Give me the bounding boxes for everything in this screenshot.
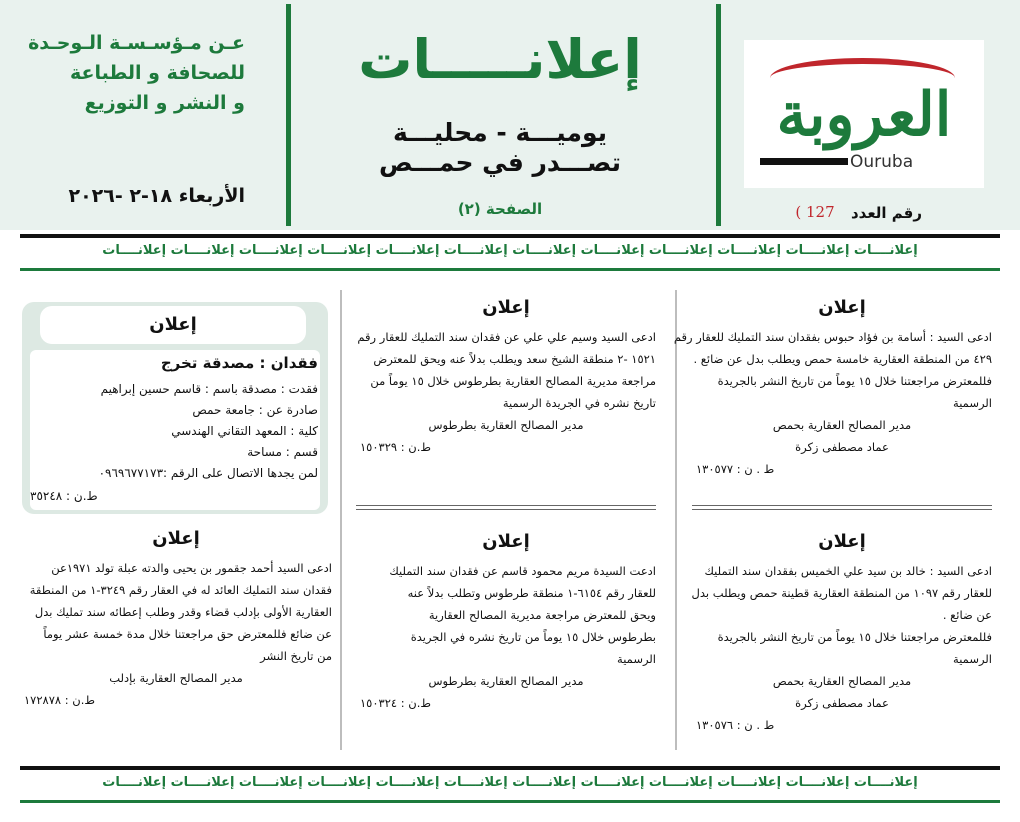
ad-4-signature: مدير المصالح العقارية بحمص [772, 674, 912, 688]
ad-3-lost-title: فقدان : مصدقة تخرج [160, 354, 318, 372]
page-number: الصفحة (٢) [457, 200, 543, 218]
issue-number: ( 127 [795, 203, 835, 221]
ad-2-line: مراجعة مديرية المصالح العقارية بطرطوس خلال ١٥ يوماً من [370, 374, 656, 388]
issue-label: رقم العدد [850, 204, 922, 222]
column-rule-left [340, 290, 342, 750]
ad-4-title: إعلان [818, 531, 866, 552]
ribbon-top-text: إعلانــــات إعلانــــات إعلانــــات إعلانــــات إعلانــــات إعلانــــات إعلانــــات إعلانــــات إعلانــــات إعلانــــات إعلانــــات إعلانــــات [102, 243, 918, 258]
ad-2-line: ١٥٢١ -٢ منطقة الشيخ سعد ويطلب بدلاً عنه ويحق للمعترض [373, 352, 656, 366]
ad-6-line: عن ضائع فللمعترض حق مراجعتنا خلال مدة خمسة عشر يوماً [43, 627, 332, 641]
ad-2 [356, 296, 656, 458]
ad-6-signature: مدير المصالح العقارية بإدلب [109, 671, 243, 685]
ad-5-line: ويحق للمعترض مراجعة مديرية المصالح العقارية [428, 608, 656, 622]
ribbon-top-rule [20, 234, 1000, 238]
ad-5-title: إعلان [482, 531, 530, 552]
ad-4-line: الرسمية [953, 652, 992, 666]
ribbon-top-green-rule [20, 268, 1000, 271]
ad-1-signature: مدير المصالح العقارية بحمص [772, 418, 912, 432]
subtitle-daily-local: يوميـــة - محليـــة [392, 118, 608, 147]
ad-1 [673, 296, 992, 480]
ad-1-line: فللمعترض مراجعتنا خلال ١٥ يوماً من تاريخ النشر بالجريدة [717, 374, 992, 388]
ad-2-signature: مدير المصالح العقارية بطرطوس [428, 418, 584, 432]
ad-1-line: ادعى السيد : أسامة بن فؤاد حبوس بفقدان سند التمليك للعقار رقم [673, 330, 992, 344]
publisher-line-1: عـن مـؤسـسـة الـوحـدة [28, 32, 245, 54]
ad-6-line: العقارية الأولى بإدلب قضاء وقدر وطلب إعطائه سند تمليك بدل [34, 605, 332, 619]
ad-6 [20, 527, 332, 711]
ad-5-line: ادعت السيدة مريم محمود قاسم عن فقدان سند التمليك [389, 564, 656, 578]
logo-flag-bar [760, 158, 848, 165]
ad-4-line: عن ضائع . [942, 608, 992, 622]
ad-4-line: ادعى السيد : خالد بن سيد علي الخميس بفقدان سند التمليك [704, 564, 992, 578]
ad-3-code: ط.ن : ٣٥٢٤٨ [30, 489, 98, 503]
subtitle-published-homs: تصـــدر في حمـــص [378, 148, 622, 177]
header-divider-right [716, 4, 721, 226]
ad-4-signature-name: عماد مصطفى زكرة [795, 696, 889, 710]
ad-6-title: إعلان [152, 528, 200, 549]
ad-3-title: إعلان [40, 306, 306, 344]
ad-6-line: من تاريخ النشر [260, 649, 332, 663]
ad-2-title: إعلان [482, 297, 530, 318]
publisher-line-3: و النشر و التوزيع [84, 92, 245, 114]
ad-1-title: إعلان [818, 297, 866, 318]
ad-3-line: صادرة عن : جامعة حمص [192, 403, 318, 417]
ad-2-code: ط.ن : ١٥٠٣٢٩ [360, 440, 431, 454]
ad-1-line: ٤٢٩ من المنطقة العقارية خامسة حمص ويطلب بدل عن ضائع . [693, 352, 992, 366]
logo-arabic: العروبة [776, 80, 952, 150]
ad-2-line: تاريخ نشره في الجريدة الرسمية [502, 396, 656, 410]
ad-5-code: ط.ن : ١٥٠٣٢٤ [360, 696, 431, 710]
header-divider-left [286, 4, 291, 226]
ribbon-bottom-text: إعلانــــات إعلانــــات إعلانــــات إعلانــــات إعلانــــات إعلانــــات إعلانــــات إعلانــــات إعلانــــات إعلانــــات إعلانــــات إعلانــــات [102, 775, 918, 790]
ad-6-line: فقدان سند التمليك العائد له في العقار رقم ٣٢٤٩-١ من المنطقة [29, 583, 332, 597]
ad-6-code: ط.ن : ١٧٢٨٧٨ [24, 693, 95, 707]
ad-1-signature-name: عماد مصطفى زكرة [795, 440, 889, 454]
logo-english: Ouruba [850, 152, 914, 172]
ribbon-bottom-rule [20, 766, 1000, 770]
ad-4-line: للعقار رقم ١٠٩٧ من المنطقة العقارية قطينة حمص ويطلب بدل [691, 586, 992, 600]
ad-1-code: ط . ن : ١٣٠٥٧٧ [696, 462, 775, 476]
separator-right [692, 505, 992, 510]
ad-4-line: فللمعترض مراجعتنا خلال ١٥ يوماً من تاريخ النشر بالجريدة [717, 630, 992, 644]
ad-1-line: الرسمية [953, 396, 992, 410]
ad-6-line: ادعى السيد أحمد جقمور بن يحيى والدته عبلة تولد ١٩٧١عن [51, 561, 332, 575]
ad-4 [692, 530, 992, 736]
ad-4-code: ط . ن : ١٣٠٥٧٦ [696, 718, 775, 732]
ad-5-line: الرسمية [617, 652, 656, 666]
publisher-line-2: للصحافة و الطباعة [70, 62, 245, 84]
ad-3-line: قسم : مساحة [247, 445, 318, 459]
ad-5-line: بطرطوس خلال ١٥ يوماً من تاريخ نشره في الجريدة [410, 630, 656, 644]
ad-2-line: ادعى السيد وسيم علي علي عن فقدان سند التمليك للعقار رقم [357, 330, 656, 344]
ad-5-line: للعقار رقم ٦١٥٤-١ منطقة طرطوس وتطلب بدلاً عنه [407, 586, 656, 600]
ad-5-signature: مدير المصالح العقارية بطرطوس [428, 674, 584, 688]
page-title: إعلانـــــات [358, 28, 642, 91]
column-rule-right [675, 290, 677, 750]
ribbon-bottom-green-rule [20, 800, 1000, 803]
ad-3-line: فقدت : مصدقة باسم : قاسم حسين إبراهيم [100, 382, 318, 396]
ad-3-line: لمن يجدها الاتصال على الرقم :٠٩٦٩٦٧٧١٧٣ [98, 466, 318, 480]
separator-middle [356, 505, 656, 510]
issue-date: الأربعاء ١٨-٢ -٢٠٢٦ [68, 185, 245, 207]
ad-3-line: كلية : المعهد التقاني الهندسي [171, 424, 318, 438]
ad-5 [356, 530, 656, 714]
